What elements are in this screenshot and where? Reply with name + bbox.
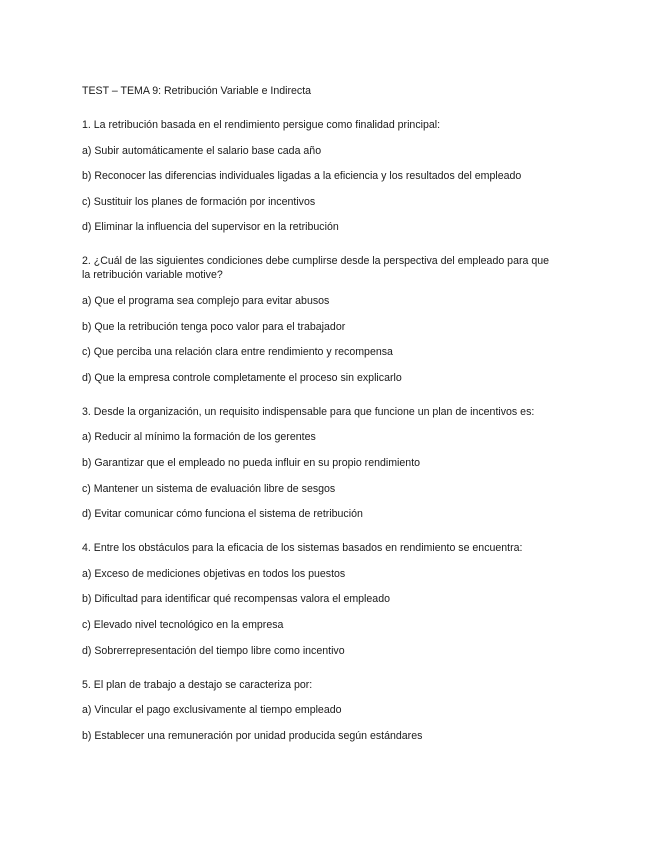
question-2 [82,254,552,384]
option-b: b) Reconocer las diferencias individuales ligadas a la eficiencia y los resultados del empleado [82,170,522,183]
option-a: a) Exceso de mediciones objetivas en todos los puestos [82,567,346,580]
option-c: c) Mantener un sistema de evaluación libre de sesgos [82,482,336,495]
document-title: TEST – TEMA 9: Retribución Variable e Indirecta [82,85,312,97]
option-c: c) Que perciba una relación clara entre rendimiento y recompensa [82,346,393,359]
question-text: 5. El plan de trabajo a destajo se caracteriza por: [82,678,313,691]
option-b: b) Que la retribución tenga poco valor para el trabajador [82,320,346,333]
option-a: a) Vincular el pago exclusivamente al tiempo empleado [82,704,342,717]
question-text: 1. La retribución basada en el rendimiento persigue como finalidad principal: [82,119,441,131]
options-list [82,703,552,743]
option-c: c) Elevado nivel tecnológico en la empresa [82,618,284,631]
option-a: a) Que el programa sea complejo para evitar abusos [82,294,330,307]
option-b: b) Garantizar que el empleado no pueda influir en su propio rendimiento [82,456,421,469]
option-a: a) Subir automáticamente el salario base cada año [82,144,322,157]
question-text: 3. Desde la organización, un requisito indispensable para que funcione un plan de incentivos es: [82,405,535,418]
option-d: d) Que la empresa controle completamente el proceso sin explicarlo [82,371,402,384]
options-list [82,294,552,385]
option-b: b) Dificultad para identificar qué recompensas valora el empleado [82,593,390,606]
question-text: 4. Entre los obstáculos para la eficacia de los sistemas basados en rendimiento se encuentra: [82,542,523,555]
option-d: d) Eliminar la influencia del supervisor en la retribución [82,221,339,234]
question-5 [82,678,552,743]
option-b: b) Establecer una remuneración por unidad producida según estándares [82,729,423,742]
question-4 [82,541,552,657]
option-d: d) Sobrerrepresentación del tiempo libre como incentivo [82,644,345,657]
options-list [82,567,552,658]
options-list [82,430,552,521]
option-d: d) Evitar comunicar cómo funciona el sistema de retribución [82,508,363,521]
question-1 [82,118,552,234]
option-a: a) Reducir al mínimo la formación de los gerentes [82,431,316,444]
option-c: c) Sustituir los planes de formación por incentivos [82,195,316,208]
question-3 [82,405,552,521]
document-page [82,84,552,743]
options-list [82,144,552,235]
question-text: 2. ¿Cuál de las siguientes condiciones debe cumplirse desde la perspectiva del empleado para que la retribución variable motive? [82,255,549,282]
